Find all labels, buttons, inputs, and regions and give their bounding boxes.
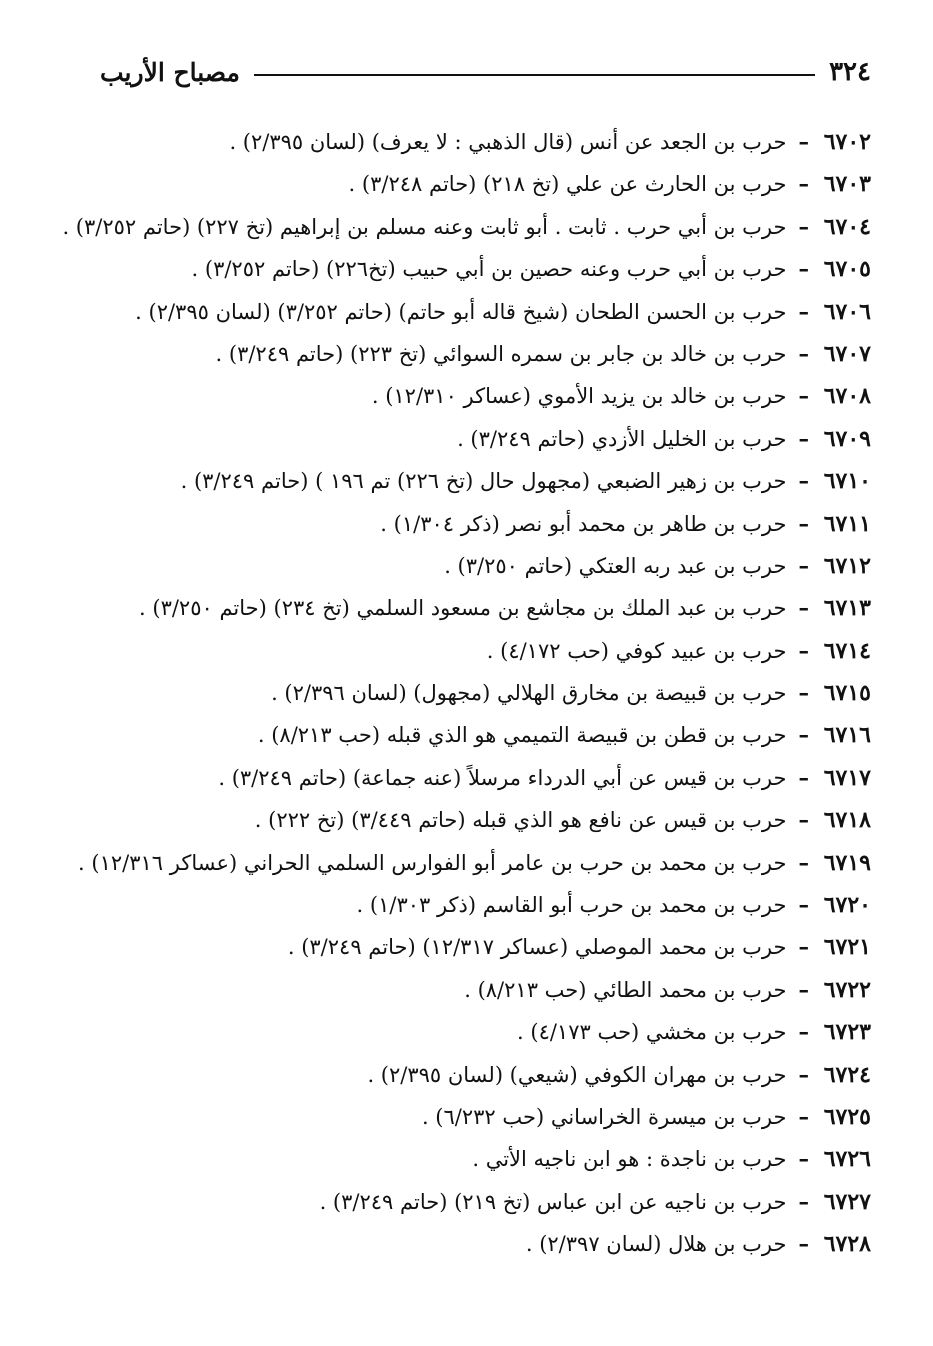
- entry-dash: –: [798, 1146, 809, 1172]
- entry-number: ٦٧١٣: [823, 595, 871, 622]
- entry-number: ٦٧٢٧: [823, 1188, 871, 1215]
- list-item: [60, 969, 871, 1011]
- list-item: [60, 1223, 871, 1265]
- entry-number: ٦٧٢٠: [823, 892, 871, 919]
- entry-text: حرب بن زهير الضبعي (مجهول حال (تخ ٢٢٦) تم ١٩٦ ) (حاتم ٣/٢٤٩) .: [180, 469, 787, 494]
- entry-dash: –: [798, 764, 809, 790]
- list-item: [60, 884, 871, 926]
- entry-number: ٦٧٠٩: [823, 425, 871, 452]
- entry-dash: –: [798, 1188, 809, 1214]
- entry-dash: –: [798, 892, 809, 918]
- list-item: [60, 206, 871, 248]
- list-item: [60, 503, 871, 545]
- entry-text: حرب بن محمد بن حرب بن عامر أبو الفوارس السلمي الحراني (عساكر ١٢/٣١٦) .: [78, 850, 787, 875]
- list-item: [60, 163, 871, 205]
- list-item: [60, 1181, 871, 1223]
- entry-text: حرب بن أبي حرب وعنه حصين بن أبي حبيب (تخ٢٢٦) (حاتم ٣/٢٥٢) .: [191, 257, 787, 282]
- entry-number: ٦٧٢٣: [823, 1019, 871, 1046]
- entry-text: حرب بن محمد الطائي (حب ٨/٢١٣) .: [464, 977, 787, 1002]
- list-item: [60, 121, 871, 163]
- entry-dash: –: [798, 807, 809, 833]
- entry-text: حرب بن قيس عن نافع هو الذي قبله (حاتم ٣/٤٤٩) (تخ ٢٢٢) .: [254, 808, 787, 833]
- entry-text: حرب بن الجعد عن أنس (قال الذهبي : لا يعرف) (لسان ٢/٣٩٥) .: [229, 130, 787, 154]
- list-item: [60, 799, 871, 841]
- entry-dash: –: [798, 1019, 809, 1045]
- entry-number: ٦٧١١: [823, 510, 871, 537]
- entry-text: حرب بن الحارث عن علي (تخ ٢١٨) (حاتم ٣/٢٤٨) .: [348, 172, 787, 197]
- entry-number: ٦٧١٩: [823, 849, 871, 876]
- running-header: [100, 50, 871, 94]
- entry-text: حرب بن مخشي (حب ٤/١٧٣) .: [517, 1020, 787, 1045]
- entry-text: حرب بن محمد بن حرب أبو القاسم (ذكر ١/٣٠٣) .: [356, 893, 787, 918]
- entry-number: ٦٧١٥: [823, 680, 871, 707]
- entry-text: حرب بن قطن بن قبيصة التميمي هو الذي قبله (حب ٨/٢١٣) .: [257, 723, 787, 748]
- list-item: [60, 926, 871, 968]
- entry-number: ٦٧٠٦: [823, 298, 871, 325]
- entry-dash: –: [798, 1231, 809, 1257]
- entry-text: حرب بن خالد بن يزيد الأموي (عساكر ١٢/٣١٠) .: [371, 384, 787, 409]
- entry-dash: –: [798, 213, 809, 239]
- entry-text: حرب بن قبيصة بن مخارق الهلالي (مجهول) (لسان ٢/٣٩٦) .: [271, 681, 787, 706]
- entry-dash: –: [798, 383, 809, 409]
- entry-text: حرب بن الحسن الطحان (شيخ قاله أبو حاتم) (حاتم ٣/٢٥٢) (لسان ٢/٣٩٥) .: [135, 299, 787, 324]
- list-item: [60, 1054, 871, 1096]
- entry-dash: –: [798, 552, 809, 578]
- entry-number: ٦٧٠٣: [823, 171, 871, 198]
- entry-number: ٦٧١٨: [823, 807, 871, 834]
- entry-dash: –: [798, 976, 809, 1002]
- entry-number: ٦٧٢٤: [823, 1061, 871, 1088]
- entry-text: حرب بن ناجدة : هو ابن ناجيه الأتي .: [472, 1147, 787, 1172]
- entry-number: ٦٧٢٦: [823, 1146, 871, 1173]
- entry-text: حرب بن عبيد كوفي (حب ٤/١٧٢) .: [486, 638, 787, 663]
- list-item: [60, 248, 871, 290]
- list-item: [60, 757, 871, 799]
- entry-text: حرب بن ميسرة الخراساني (حب ٦/٢٣٢) .: [421, 1104, 787, 1129]
- entry-number: ٦٧٠٤: [823, 213, 871, 240]
- entry-dash: –: [798, 298, 809, 324]
- list-item: [60, 630, 871, 672]
- entry-text: حرب بن مهران الكوفي (شيعي) (لسان ٢/٣٩٥) .: [367, 1062, 787, 1087]
- entry-dash: –: [798, 595, 809, 621]
- entry-number: ٦٧١٢: [823, 552, 871, 579]
- entry-dash: –: [798, 129, 809, 154]
- entry-number: ٦٧١٠: [823, 468, 871, 495]
- entry-text: حرب بن خالد بن جابر بن سمره السوائي (تخ ٢٢٣) (حاتم ٣/٢٤٩) .: [215, 341, 787, 366]
- list-item: [60, 418, 871, 460]
- list-item: [60, 714, 871, 756]
- entry-text: حرب بن عبد ربه العتكي (حاتم ٣/٢٥٠) .: [444, 553, 787, 578]
- list-item: [60, 545, 871, 587]
- list-item: [60, 1011, 871, 1053]
- entry-dash: –: [798, 849, 809, 875]
- entry-list: [60, 121, 871, 1266]
- list-item: [60, 1096, 871, 1138]
- entry-number: ٦٧٢٥: [823, 1103, 871, 1130]
- entry-number: ٦٧١٧: [823, 764, 871, 791]
- list-item: [60, 333, 871, 375]
- entry-text: حرب بن أبي حرب . ثابت . أبو ثابت وعنه مسلم بن إبراهيم (تخ ٢٢٧) (حاتم ٣/٢٥٢) .: [62, 214, 787, 239]
- entry-dash: –: [798, 637, 809, 663]
- entry-dash: –: [798, 171, 809, 197]
- book-title: مصباح الأريب: [100, 57, 240, 87]
- entry-dash: –: [798, 468, 809, 494]
- entry-number: ٦٧٠٢: [823, 129, 871, 155]
- page-number: ٣٢٤: [829, 57, 871, 87]
- entry-number: ٦٧٠٧: [823, 340, 871, 367]
- list-item: [60, 291, 871, 333]
- list-item: [60, 460, 871, 502]
- list-item: [60, 1138, 871, 1180]
- entry-text: حرب بن الخليل الأزدي (حاتم ٣/٢٤٩) .: [457, 426, 787, 451]
- entry-number: ٦٧١٤: [823, 637, 871, 664]
- list-item: [60, 842, 871, 884]
- entry-dash: –: [798, 1061, 809, 1087]
- entry-dash: –: [798, 934, 809, 960]
- entry-dash: –: [798, 510, 809, 536]
- entry-number: ٦٧٢٢: [823, 976, 871, 1003]
- entry-text: حرب بن محمد الموصلي (عساكر ١٢/٣١٧) (حاتم ٣/٢٤٩) .: [287, 935, 787, 960]
- entry-dash: –: [798, 680, 809, 706]
- entry-number: ٦٧٢١: [823, 934, 871, 961]
- entry-number: ٦٧٢٨: [823, 1231, 871, 1258]
- entry-text: حرب بن قيس عن أبي الدرداء مرسلاً (عنه جماعة) (حاتم ٣/٢٤٩) .: [218, 765, 787, 790]
- entry-dash: –: [798, 425, 809, 451]
- entry-dash: –: [798, 722, 809, 748]
- header-rule: [254, 74, 815, 76]
- list-item: [60, 587, 871, 629]
- entry-dash: –: [798, 340, 809, 366]
- entry-text: حرب بن هلال (لسان ٢/٣٩٧) .: [525, 1232, 787, 1257]
- entry-text: حرب بن طاهر بن محمد أبو نصر (ذكر ١/٣٠٤) .: [380, 511, 787, 536]
- entry-number: ٦٧٠٨: [823, 383, 871, 410]
- entry-dash: –: [798, 256, 809, 282]
- entry-text: حرب بن ناجيه عن ابن عباس (تخ ٢١٩) (حاتم ٣/٢٤٩) .: [319, 1189, 787, 1214]
- list-item: [60, 672, 871, 714]
- entry-dash: –: [798, 1103, 809, 1129]
- entry-text: حرب بن عبد الملك بن مجاشع بن مسعود السلمي (تخ ٢٣٤) (حاتم ٣/٢٥٠) .: [139, 596, 787, 621]
- list-item: [60, 375, 871, 417]
- entry-number: ٦٧٠٥: [823, 256, 871, 283]
- entry-number: ٦٧١٦: [823, 722, 871, 749]
